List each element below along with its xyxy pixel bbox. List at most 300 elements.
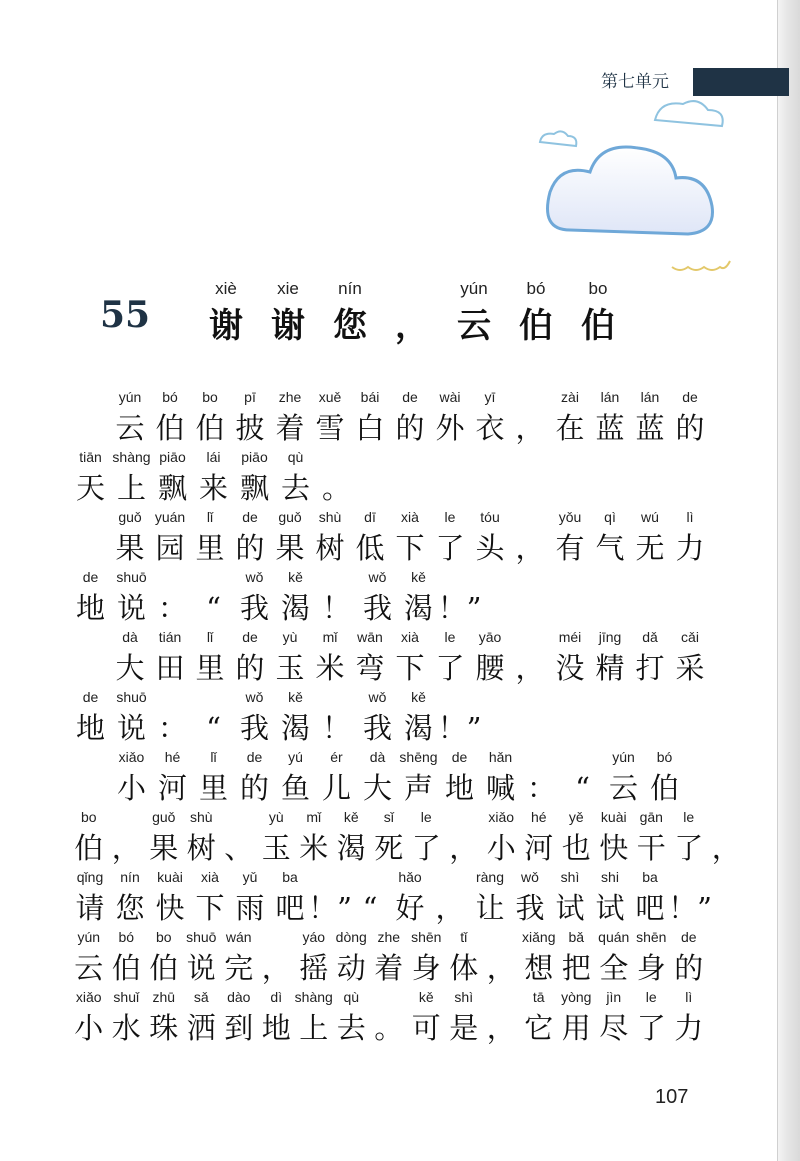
pinyin: kě: [343, 809, 359, 825]
pinyin: de: [682, 389, 698, 405]
hanzi: 下: [195, 891, 225, 925]
hanzi: 飘: [157, 471, 187, 505]
char-cell: [370, 986, 408, 1048]
char-cell: [644, 746, 685, 808]
pinyin: zhe: [278, 389, 302, 405]
hanzi: 无: [635, 531, 665, 565]
hanzi: 里: [195, 531, 225, 565]
char-cell: [398, 566, 439, 628]
pinyin: shēn: [636, 929, 667, 945]
title-hanzi: 伯: [519, 306, 553, 346]
pinyin: yú: [288, 749, 303, 765]
char-cell: [357, 686, 398, 748]
hanzi: ，: [486, 951, 516, 985]
hanzi: 树: [315, 531, 345, 565]
char-cell: [333, 806, 371, 868]
text-line: [70, 926, 708, 988]
hanzi: 低: [355, 531, 385, 565]
char-cell: [483, 926, 521, 988]
hanzi: ，: [449, 831, 479, 865]
char-cell: [275, 566, 316, 628]
lesson-title-text: [195, 276, 629, 350]
char-cell: [390, 866, 430, 928]
hanzi: 也: [561, 831, 591, 865]
hanzi: 精: [595, 651, 625, 685]
title-char: [381, 276, 443, 350]
hanzi: 。: [321, 471, 351, 505]
hanzi: 披: [235, 411, 265, 445]
pinyin: wán: [225, 929, 252, 945]
char-cell: [521, 746, 562, 808]
char-cell: [295, 806, 333, 868]
hanzi: “: [575, 771, 590, 805]
pinyin: shì: [454, 989, 474, 1005]
char-cell: [316, 446, 357, 508]
pinyin: xià: [401, 509, 419, 525]
pinyin: xiǎo: [75, 989, 102, 1005]
char-cell: [258, 926, 296, 988]
hanzi: ！”: [437, 591, 482, 625]
hanzi: 地: [261, 1011, 291, 1045]
title-char: [257, 276, 319, 350]
char-cell: [152, 446, 193, 508]
char-cell: [510, 386, 550, 448]
hanzi: 。: [374, 1011, 404, 1045]
hanzi: 气: [595, 531, 625, 565]
char-cell: [408, 986, 446, 1048]
hanzi: 云: [115, 411, 145, 445]
title-hanzi: 云: [457, 306, 491, 346]
pinyin: quán: [598, 929, 630, 945]
pinyin: yù: [268, 809, 284, 825]
pinyin: piāo: [241, 449, 268, 465]
hanzi: 雪: [315, 411, 345, 445]
char-cell: [234, 746, 275, 808]
pinyin: yī: [484, 389, 496, 405]
char-cell: [220, 806, 258, 868]
pinyin: wǒ: [245, 569, 264, 585]
pinyin: wú: [641, 509, 659, 525]
pinyin: shēn: [411, 929, 442, 945]
hanzi: 身: [411, 951, 441, 985]
title-pinyin: nín: [338, 279, 362, 298]
page-edge: [777, 0, 800, 1161]
char-cell: [183, 926, 221, 988]
pinyin: de: [680, 929, 697, 945]
char-cell: [408, 806, 446, 868]
char-cell: [70, 566, 111, 628]
char-cell: [550, 626, 590, 688]
pinyin: sǎ: [193, 989, 209, 1005]
text-line: [70, 686, 480, 748]
hanzi: 伯: [649, 771, 679, 805]
hanzi: ！”: [437, 711, 482, 745]
char-cell: [234, 566, 275, 628]
hanzi: 说: [116, 591, 146, 625]
hanzi: 地: [75, 591, 105, 625]
char-cell: [275, 746, 316, 808]
hanzi: 是: [449, 1011, 479, 1045]
pinyin: lì: [686, 509, 694, 525]
char-cell: [110, 506, 150, 568]
title-hanzi: 谢: [271, 306, 305, 346]
pinyin: ràng: [475, 869, 505, 885]
char-cell: [316, 746, 357, 808]
hanzi: 力: [674, 1011, 704, 1045]
pinyin: yún: [118, 389, 142, 405]
char-cell: [430, 386, 470, 448]
hanzi: 全: [599, 951, 629, 985]
pinyin: yáo: [302, 929, 326, 945]
hanzi: 渴: [280, 711, 310, 745]
pinyin: mǐ: [306, 809, 322, 825]
hanzi: 快: [155, 891, 185, 925]
char-cell: [70, 626, 110, 688]
hanzi: 头: [475, 531, 505, 565]
pinyin: kě: [411, 569, 426, 585]
char-cell: [152, 566, 193, 628]
pinyin: de: [451, 749, 468, 765]
char-cell: [390, 506, 430, 568]
text-line: [70, 566, 480, 628]
text-line: [70, 746, 685, 808]
char-cell: [445, 926, 483, 988]
title-char: [567, 276, 629, 350]
char-cell: [590, 386, 630, 448]
pinyin: kě: [288, 689, 303, 705]
char-cell: [670, 506, 710, 568]
char-cell: [480, 746, 521, 808]
char-cell: [150, 866, 190, 928]
pinyin: de: [402, 389, 418, 405]
char-cell: [595, 806, 633, 868]
pinyin: mǐ: [322, 629, 338, 645]
char-cell: [408, 926, 446, 988]
title-hanzi: 伯: [581, 306, 615, 346]
hanzi: 死: [374, 831, 404, 865]
hanzi: 吧: [275, 891, 305, 925]
pinyin: shēng: [399, 749, 438, 765]
pinyin: de: [82, 569, 99, 585]
hanzi: 我: [239, 591, 269, 625]
hanzi: 下: [395, 651, 425, 685]
char-cell: [310, 506, 350, 568]
pinyin: shì: [560, 869, 580, 885]
hanzi: 用: [561, 1011, 591, 1045]
pinyin: bo: [202, 389, 218, 405]
pinyin: shuō: [186, 929, 217, 945]
hanzi: ，: [515, 411, 545, 445]
hanzi: 洒: [186, 1011, 216, 1045]
pinyin: yǔ: [242, 869, 258, 885]
char-cell: [590, 506, 630, 568]
char-cell: [70, 926, 108, 988]
char-cell: [70, 446, 111, 508]
char-cell: [310, 386, 350, 448]
pinyin: shù: [318, 509, 342, 525]
char-cell: [234, 446, 275, 508]
squiggle-decoration-icon: [670, 257, 732, 277]
char-cell: [558, 986, 596, 1048]
hanzi: 的: [239, 771, 269, 805]
pinyin: hǎn: [488, 749, 513, 765]
char-cell: [275, 446, 316, 508]
pinyin: bo: [80, 809, 97, 825]
hanzi: 着: [275, 411, 305, 445]
char-cell: [633, 986, 671, 1048]
pinyin: yún: [77, 929, 101, 945]
pinyin: shàng: [112, 449, 151, 465]
hanzi: 了: [411, 831, 441, 865]
pinyin: tián: [158, 629, 182, 645]
char-cell: [630, 386, 670, 448]
hanzi: 渴: [403, 711, 433, 745]
char-cell: [111, 686, 152, 748]
char-cell: [558, 806, 596, 868]
pinyin: xiǎo: [488, 809, 515, 825]
pinyin: yù: [282, 629, 298, 645]
char-cell: [230, 506, 270, 568]
char-cell: [152, 746, 193, 808]
text-line: [70, 446, 357, 508]
char-cell: [258, 806, 296, 868]
large-cloud-icon: [548, 147, 713, 234]
hanzi: 云: [74, 951, 104, 985]
pinyin: dòng: [335, 929, 367, 945]
char-cell: [145, 806, 183, 868]
pinyin: yě: [568, 809, 584, 825]
title-char: [195, 276, 257, 350]
char-cell: [520, 986, 558, 1048]
char-cell: [670, 386, 710, 448]
hanzi: 地: [444, 771, 474, 805]
hanzi: 伯: [111, 951, 141, 985]
hanzi: 上: [116, 471, 146, 505]
char-cell: [295, 986, 333, 1048]
char-cell: [295, 926, 333, 988]
pinyin: tǐ: [460, 929, 468, 945]
char-cell: [558, 926, 596, 988]
hanzi: 园: [155, 531, 185, 565]
pinyin: dì: [270, 989, 283, 1005]
hanzi: 水: [111, 1011, 141, 1045]
char-cell: [316, 566, 357, 628]
pinyin: shù: [189, 809, 213, 825]
pinyin: hǎo: [398, 869, 422, 885]
pinyin: le: [444, 629, 456, 645]
pinyin: gān: [639, 809, 663, 825]
hanzi: “: [206, 591, 221, 625]
char-cell: [220, 926, 258, 988]
char-cell: [350, 626, 390, 688]
hanzi: ，: [515, 531, 545, 565]
hanzi: 天: [75, 471, 105, 505]
pinyin: bó: [118, 929, 135, 945]
char-cell: [520, 926, 558, 988]
pinyin: bó: [656, 749, 673, 765]
pinyin: xiǎng: [522, 929, 556, 945]
title-pinyin: xiè: [215, 279, 237, 298]
hanzi: 打: [635, 651, 665, 685]
pinyin: yòng: [561, 989, 592, 1005]
hanzi: 渴: [336, 831, 366, 865]
char-cell: [470, 866, 510, 928]
hanzi: 蓝: [595, 411, 625, 445]
char-cell: [110, 386, 150, 448]
hanzi: ，: [711, 831, 741, 865]
small-cloud-icon: [655, 101, 723, 126]
hanzi: 请: [75, 891, 105, 925]
char-cell: [550, 506, 590, 568]
hanzi: 动: [336, 951, 366, 985]
char-cell: [190, 386, 230, 448]
pinyin: qù: [343, 989, 360, 1005]
char-cell: [70, 686, 111, 748]
char-cell: [275, 686, 316, 748]
title-hanzi: 您: [333, 306, 367, 346]
hanzi: 地: [75, 711, 105, 745]
pinyin: de: [242, 629, 258, 645]
title-hanzi: ，: [395, 306, 429, 346]
char-cell: [108, 986, 146, 1048]
hanzi: 果: [115, 531, 145, 565]
pinyin: hé: [530, 809, 547, 825]
hanzi: 玉: [275, 651, 305, 685]
pinyin: lǐ: [206, 509, 214, 525]
hanzi: 、: [224, 831, 254, 865]
hanzi: “: [362, 891, 378, 925]
hanzi: 来: [198, 471, 228, 505]
char-cell: [234, 686, 275, 748]
char-cell: [398, 686, 439, 748]
hanzi: 伯: [155, 411, 185, 445]
hanzi: 里: [195, 651, 225, 685]
char-cell: [595, 926, 633, 988]
hanzi: 玉: [261, 831, 291, 865]
char-cell: [150, 386, 190, 448]
char-cell: [111, 746, 152, 808]
pinyin: tóu: [480, 509, 500, 525]
pinyin: qì: [604, 509, 616, 525]
hanzi: ！: [321, 591, 351, 625]
hanzi: 采: [675, 651, 705, 685]
pinyin: wǒ: [521, 869, 539, 885]
char-cell: [310, 626, 350, 688]
char-cell: [193, 686, 234, 748]
char-cell: [708, 806, 746, 868]
hanzi: 上: [299, 1011, 329, 1045]
pinyin: le: [444, 509, 456, 525]
pinyin: le: [683, 809, 695, 825]
hanzi: 果: [149, 831, 179, 865]
char-cell: [111, 446, 152, 508]
char-cell: [670, 866, 710, 928]
char-cell: [70, 386, 110, 448]
pinyin: tā: [532, 989, 545, 1005]
hanzi: 的: [395, 411, 425, 445]
hanzi: 我: [362, 591, 392, 625]
char-cell: [483, 986, 521, 1048]
pinyin: le: [420, 809, 432, 825]
char-cell: [145, 986, 183, 1048]
hanzi: 着: [374, 951, 404, 985]
char-cell: [390, 626, 430, 688]
hanzi: 它: [524, 1011, 554, 1045]
text-line: [70, 386, 710, 448]
char-cell: [190, 866, 230, 928]
hanzi: 试: [555, 891, 585, 925]
hanzi: 伯: [195, 411, 225, 445]
hanzi: ！”: [308, 891, 352, 925]
text-line: [70, 866, 710, 928]
char-cell: [150, 626, 190, 688]
pinyin: guǒ: [152, 809, 176, 825]
pinyin: yǒu: [558, 509, 582, 525]
hanzi: 体: [449, 951, 479, 985]
char-cell: [110, 866, 150, 928]
char-cell: [357, 746, 398, 808]
char-cell: [70, 986, 108, 1048]
char-cell: [270, 866, 310, 928]
pinyin: ba: [642, 869, 658, 885]
hanzi: 弯: [355, 651, 385, 685]
pinyin: lǐ: [210, 749, 217, 765]
hanzi: 下: [395, 531, 425, 565]
pinyin: wān: [357, 629, 383, 645]
pinyin: xuě: [318, 389, 342, 405]
page-number: 107: [655, 1086, 689, 1108]
hanzi: 珠: [149, 1011, 179, 1045]
hanzi: 说: [116, 711, 146, 745]
pinyin: zài: [561, 389, 579, 405]
pinyin: shuǐ: [113, 989, 140, 1005]
char-cell: [270, 626, 310, 688]
hanzi: 的: [235, 651, 265, 685]
char-cell: [445, 986, 483, 1048]
pinyin: pī: [244, 389, 256, 405]
pinyin: yāo: [478, 629, 502, 645]
hanzi: 伯: [149, 951, 179, 985]
char-cell: [333, 926, 371, 988]
title-char: [319, 276, 381, 350]
pinyin: jīng: [598, 629, 622, 645]
hanzi: 小: [116, 771, 146, 805]
hanzi: 的: [235, 531, 265, 565]
hanzi: 的: [674, 951, 704, 985]
pinyin: xià: [201, 869, 219, 885]
title-pinyin: yún: [460, 279, 488, 298]
hanzi: 了: [435, 651, 465, 685]
hanzi: 的: [675, 411, 705, 445]
hanzi: ：: [157, 591, 187, 625]
pinyin: kě: [288, 569, 303, 585]
hanzi: 小: [486, 831, 516, 865]
pinyin: méi: [558, 629, 582, 645]
text-line: [70, 986, 708, 1048]
hanzi: ：: [157, 711, 187, 745]
text-line: [70, 506, 710, 568]
char-cell: [398, 746, 439, 808]
char-cell: [430, 506, 470, 568]
hanzi: 儿: [321, 771, 351, 805]
pinyin: kě: [411, 689, 426, 705]
char-cell: [470, 626, 510, 688]
char-cell: [430, 626, 470, 688]
hanzi: 没: [555, 651, 585, 685]
pinyin: shàng: [294, 989, 333, 1005]
pinyin: piāo: [159, 449, 186, 465]
char-cell: [270, 386, 310, 448]
